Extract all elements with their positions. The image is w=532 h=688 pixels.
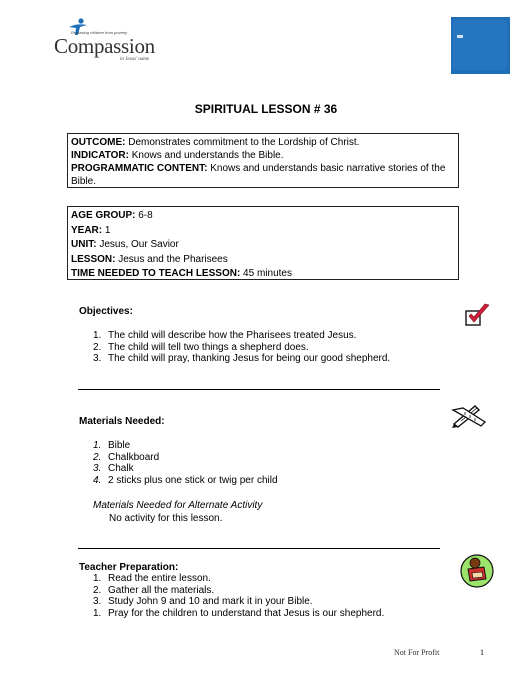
teacher-reading-icon bbox=[460, 553, 494, 589]
lesson-info-box bbox=[67, 206, 459, 280]
list-item: 1. The child will describe how the Pharisees treated Jesus. bbox=[93, 330, 357, 341]
preparation-list bbox=[93, 573, 384, 619]
list-item: 4. 2 sticks plus one stick or twig per child bbox=[93, 474, 278, 486]
list-item: 1. Pray for the children to understand that Jesus is our shepherd. bbox=[93, 607, 385, 619]
list-item: 2. The child will tell two things a shepherd does. bbox=[93, 341, 309, 353]
unit-label: UNIT: bbox=[71, 239, 97, 250]
lesson-label: LESSON: bbox=[71, 253, 116, 265]
logo-wordmark: Compassion bbox=[54, 34, 155, 58]
compassion-logo bbox=[50, 18, 165, 68]
year-line bbox=[71, 224, 455, 239]
unit-value: Jesus, Our Savior bbox=[96, 239, 179, 250]
lesson-value: Jesus and the Pharisees bbox=[115, 253, 228, 265]
objectives-list bbox=[93, 330, 390, 365]
page-number: 1 bbox=[480, 648, 484, 657]
content-line bbox=[71, 162, 455, 188]
materials-heading: Materials Needed: bbox=[79, 416, 165, 427]
list-item: 3. The child will pray, thanking Jesus for being our good shepherd. bbox=[93, 353, 391, 364]
pencil-ruler-icon bbox=[451, 402, 487, 428]
age-value: 6-8 bbox=[135, 210, 153, 221]
unit-line bbox=[71, 238, 455, 253]
year-value: 1 bbox=[102, 224, 111, 236]
materials-list bbox=[93, 440, 278, 486]
content-value: Knows and understands basic narrative stories of the Bible. bbox=[71, 163, 446, 187]
time-value: 45 minutes bbox=[240, 268, 292, 279]
lesson-line bbox=[71, 253, 455, 268]
outcome-label: OUTCOME: bbox=[71, 137, 126, 148]
brand-color-block bbox=[451, 17, 510, 74]
section-divider bbox=[78, 548, 440, 549]
outcome-line bbox=[71, 136, 455, 149]
preparation-heading: Teacher Preparation: bbox=[79, 562, 179, 573]
logo-subtitle: in Jesus' name bbox=[120, 57, 150, 62]
checkbox-check-icon bbox=[463, 303, 491, 327]
list-item: 2. Gather all the materials. bbox=[93, 584, 215, 596]
indicator-value: Knows and understands the Bible. bbox=[128, 150, 284, 161]
logo-tagline: Releasing children from poverty bbox=[71, 30, 128, 35]
outcome-value: Demonstrates commitment to the Lordship of Christ. bbox=[125, 137, 360, 148]
year-label: YEAR: bbox=[71, 224, 103, 236]
list-item: 3. Chalk bbox=[93, 463, 134, 474]
alternate-materials-heading: Materials Needed for Alternate Activity bbox=[93, 500, 263, 511]
alternate-materials-text: No activity for this lesson. bbox=[109, 513, 223, 524]
objectives-heading: Objectives: bbox=[79, 306, 133, 317]
indicator-line bbox=[71, 149, 455, 162]
footer-text: Not For Profit bbox=[394, 648, 440, 657]
indicator-label: INDICATOR: bbox=[71, 150, 129, 161]
list-item: 3. Study John 9 and 10 and mark it in your Bible. bbox=[93, 596, 313, 607]
age-line bbox=[71, 209, 455, 224]
list-item: 1. Bible bbox=[93, 440, 131, 451]
section-divider bbox=[78, 389, 440, 390]
age-label: AGE GROUP: bbox=[71, 210, 136, 221]
page-title: SPIRITUAL LESSON # 36 bbox=[194, 102, 338, 116]
list-item: 2. Chalkboard bbox=[93, 451, 160, 463]
outcome-box bbox=[67, 133, 459, 188]
list-item: 1. Read the entire lesson. bbox=[93, 573, 211, 584]
content-label: PROGRAMMATIC CONTENT: bbox=[71, 163, 208, 174]
time-label: TIME NEEDED TO TEACH LESSON: bbox=[71, 268, 241, 279]
time-line bbox=[71, 267, 455, 282]
